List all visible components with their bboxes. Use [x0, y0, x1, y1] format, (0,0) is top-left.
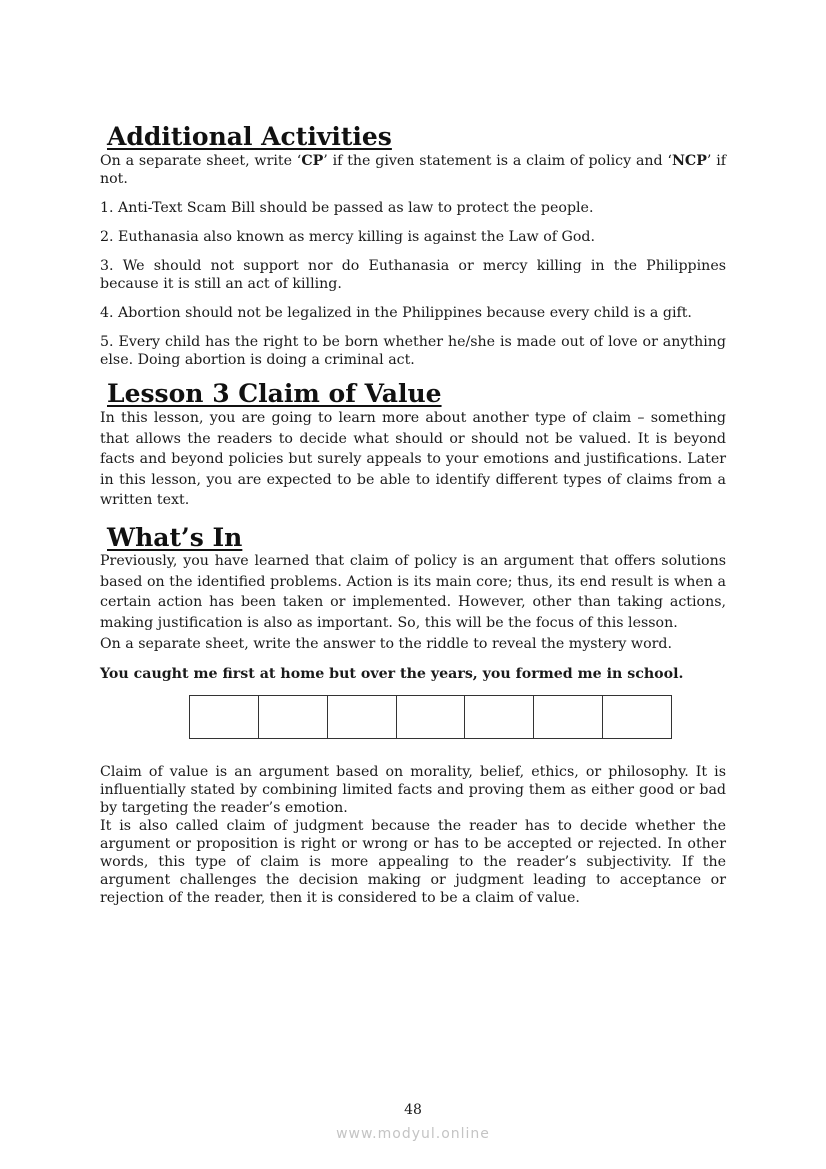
ncp-label: NCP [671, 153, 707, 169]
watermark: www.modyul.online [336, 1126, 490, 1142]
answer-boxes [189, 695, 672, 739]
claim-of-value-paragraph-1: Claim of value is an argument based on morality, belief, ethics, or philosophy. It is influentially stated by combining limited facts and proving them as either good or bad by targeting the reader’s emotion. [100, 764, 726, 816]
claim-of-value-paragraph-2: It is also called claim of judgment because the reader has to decide whether the argument or proposition is right or wrong or has to be accepted or rejected. In other words, this type of claim is more appealing to the reader’s subjectivity. If the argument challenges the decision making or judgment leading to acceptance or rejection of the reader, then it is considered to be a claim of value. [100, 818, 726, 906]
lesson-heading: Lesson 3 Claim of Value [107, 379, 442, 408]
page-number: 48 [404, 1102, 422, 1118]
answer-box [465, 696, 534, 738]
additional-activities-heading: Additional Activities [107, 122, 392, 151]
answer-box [603, 696, 671, 738]
answer-box [259, 696, 328, 738]
list-item: 5. Every child has the right to be born whether he/she is made out of love or anything else. Doing abortion is doing a criminal act. [100, 334, 726, 368]
list-item: 3. We should not support nor do Euthanasia or mercy killing in the Philippines because it is still an act of killing. [100, 258, 726, 292]
riddle-text: You caught me first at home but over the years, you formed me in school. [100, 666, 684, 682]
answer-box [190, 696, 259, 738]
list-item: 2. Euthanasia also known as mercy killing is against the Law of God. [100, 229, 595, 245]
cp-label: CP [301, 153, 324, 169]
riddle-instruction: On a separate sheet, write the answer to the riddle to reveal the mystery word. [100, 636, 672, 652]
whats-in-body: Previously, you have learned that claim of policy is an argument that offers solutions based on the identified problems. Action is its main core; thus, its end result is when a certain action has been taken or implemented. However, other than taking actions, making justification is also as important. So, this will be the focus of this lesson. [100, 553, 726, 631]
list-item: 4. Abortion should not be legalized in the Philippines because every child is a gift. [100, 305, 692, 321]
list-item: 1. Anti-Text Scam Bill should be passed as law to protect the people. [100, 200, 594, 216]
answer-box [534, 696, 603, 738]
whats-in-heading: What’s In [107, 523, 243, 552]
answer-box [397, 696, 466, 738]
lesson-intro: In this lesson, you are going to learn more about another type of claim – something that allows the readers to decide what should or should not be valued. It is beyond facts and beyond policies but surely appeals to your emotions and justifications. Later in this lesson, you are expected to be able to identify different types of claims from a written text. [100, 410, 726, 509]
additional-instruction: On a separate sheet, write ‘CP’ if the given statement is a claim of policy and ‘NCP’ if not. [100, 153, 726, 187]
answer-box [328, 696, 397, 738]
